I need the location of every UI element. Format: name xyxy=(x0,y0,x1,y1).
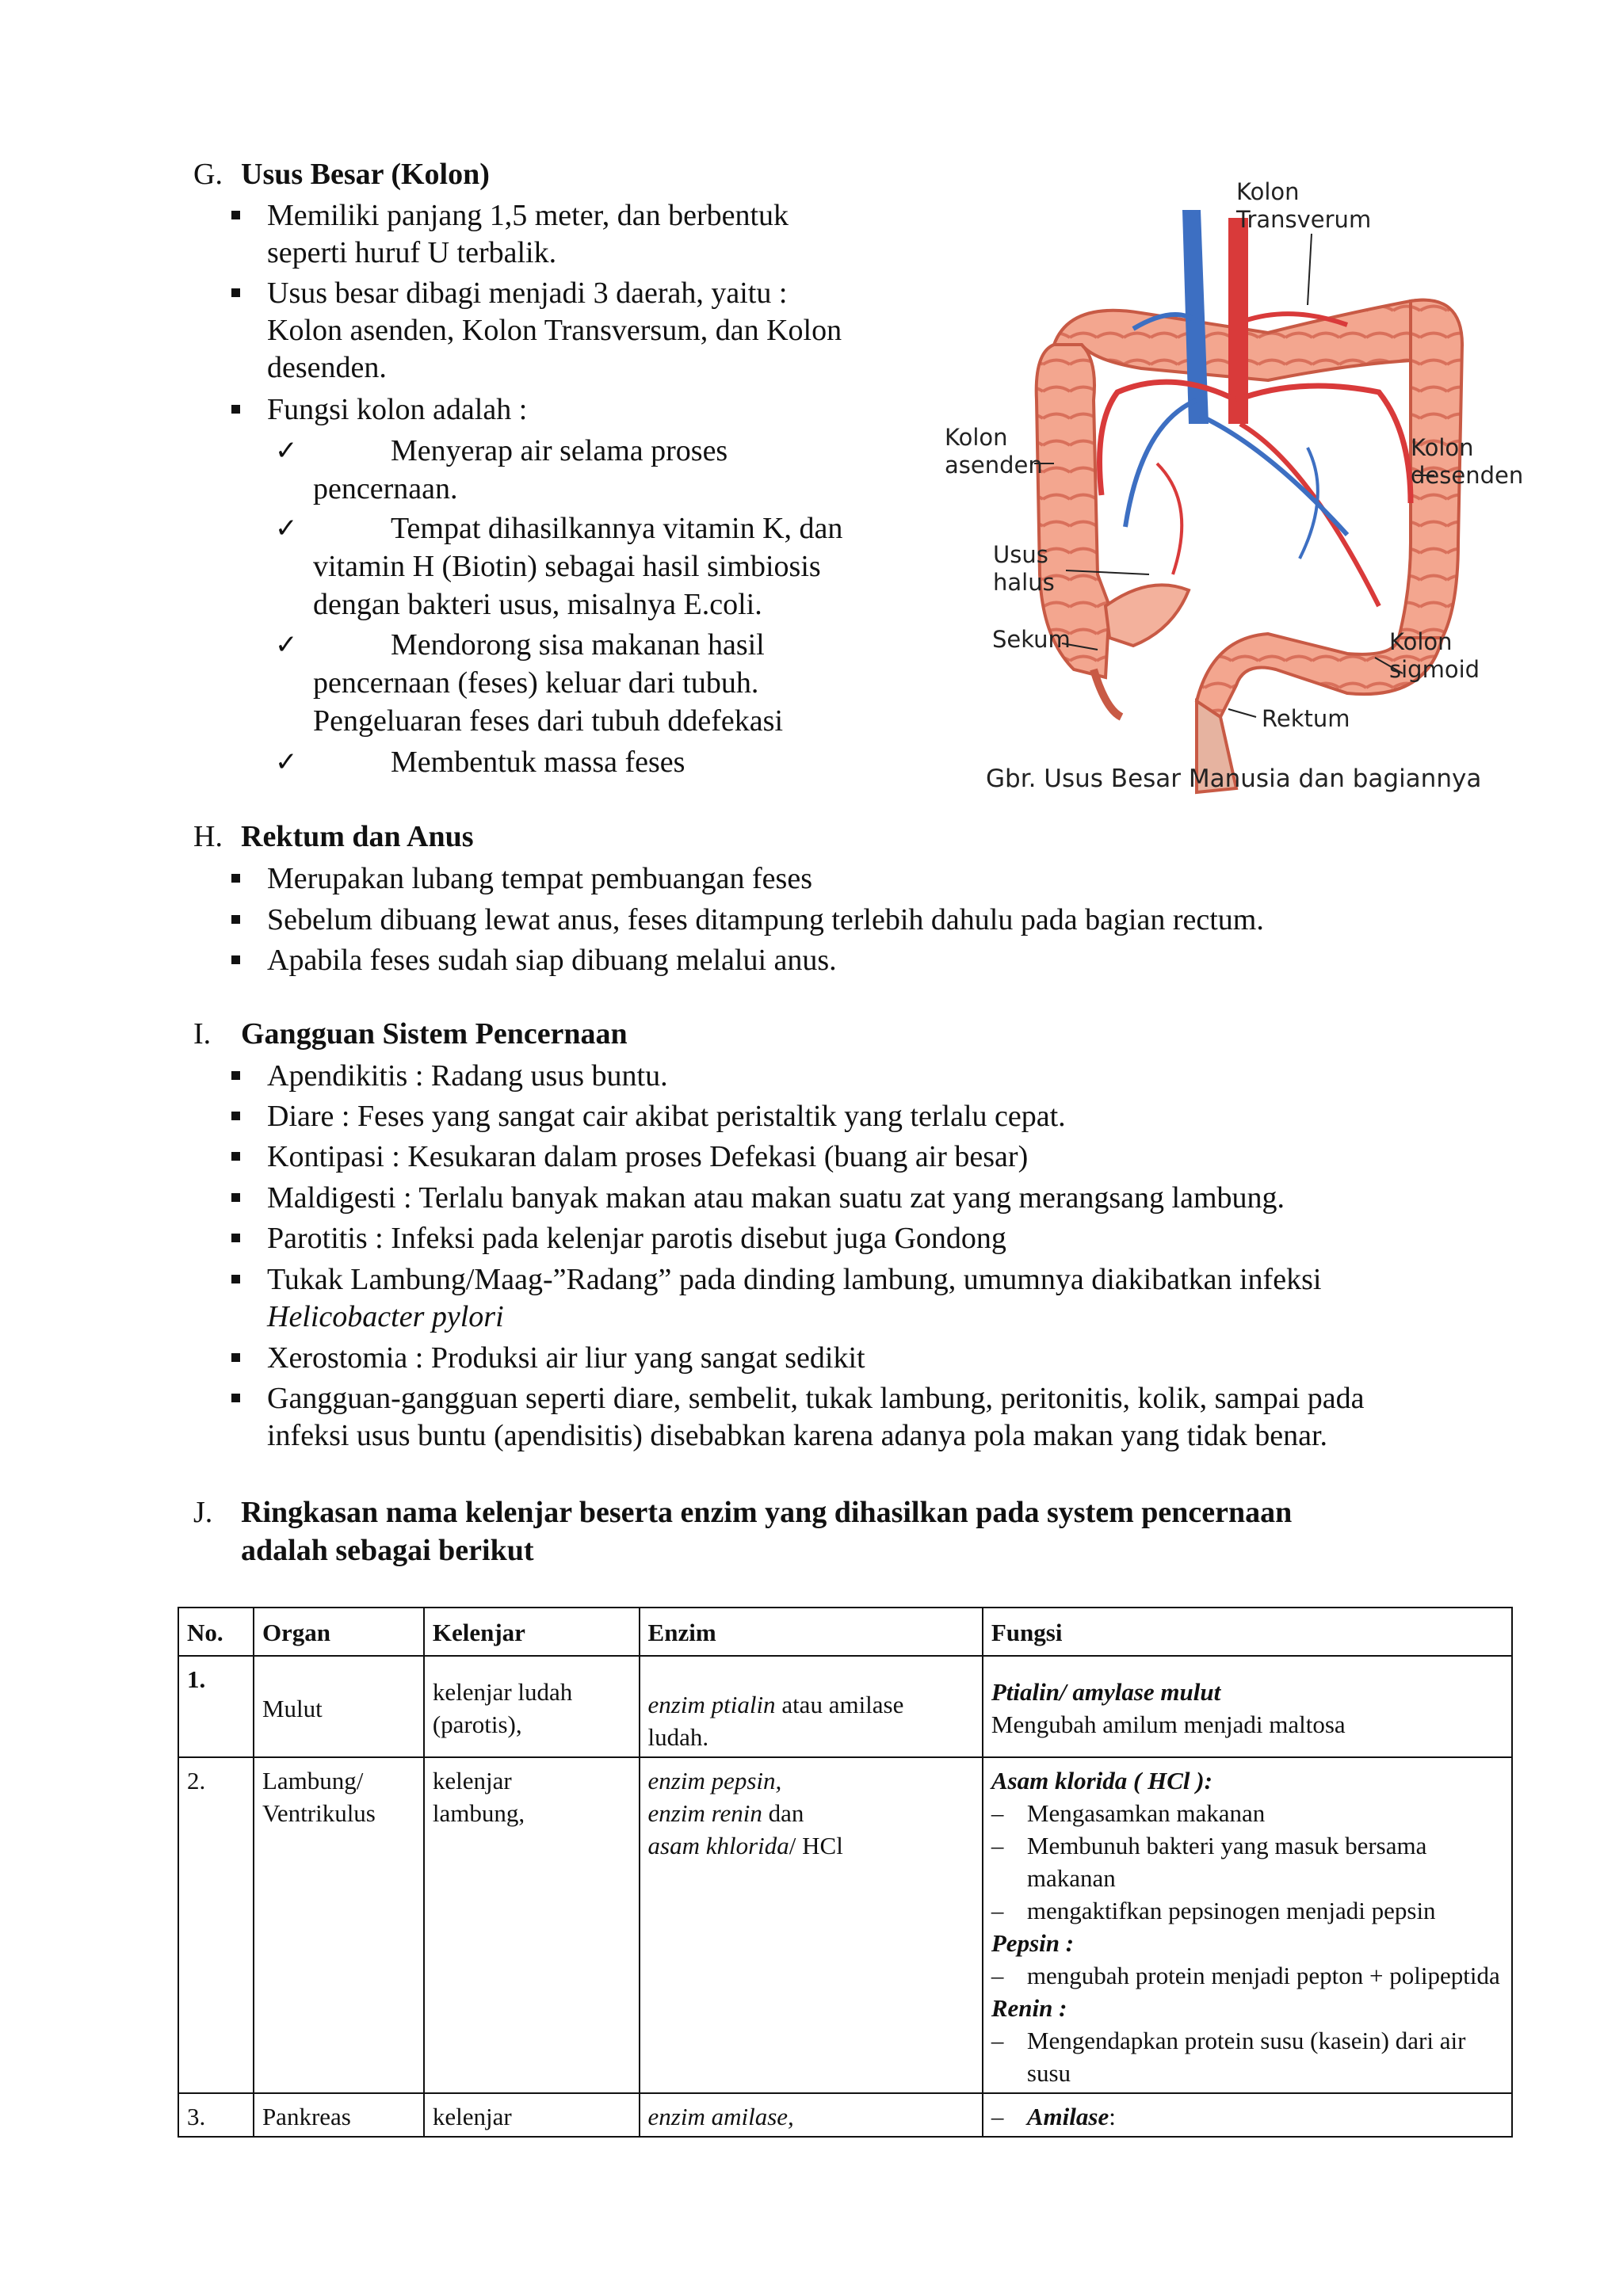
check-text: vitamin H (Biotin) sebagai hasil simbiosis xyxy=(313,550,821,583)
checkmark-icon: ✓ xyxy=(275,746,298,778)
cell-title: Amilase xyxy=(1026,2103,1109,2130)
check-text: Tempat dihasilkannya vitamin K, dan xyxy=(391,512,843,545)
bullet-text: Maldigesti : Terlalu banyak makan atau makan suatu zat yang merangsang lambung. xyxy=(267,1181,1285,1215)
cell-text: / HCl xyxy=(789,1832,843,1859)
dash-item: – mengaktifkan pepsinogen menjadi pepsin xyxy=(991,1894,1503,1927)
bullet-square-icon xyxy=(231,1394,240,1402)
cell-text: ludah. xyxy=(647,1723,709,1751)
cell-enzim xyxy=(640,1757,983,2093)
cell-text: atau amilase xyxy=(775,1691,904,1718)
bullet-text: desenden. xyxy=(267,351,387,384)
section-i-heading xyxy=(193,1016,628,1052)
cell-kelenjar: kelenjar xyxy=(424,2093,640,2137)
bullet-square-icon xyxy=(231,1193,240,1202)
cell-no: 3. xyxy=(178,2093,254,2137)
label-line: Transverum xyxy=(1236,206,1372,233)
label-usus-halus xyxy=(993,541,1055,597)
section-title: Ringkasan nama kelenjar beserta enzim yang dihasilkan pada system pencernaan xyxy=(241,1496,1293,1529)
bullet-text: Parotitis : Infeksi pada kelenjar parotis disebut juga Gondong xyxy=(267,1222,1006,1255)
table-header: Kelenjar xyxy=(424,1608,640,1656)
checkmark-icon: ✓ xyxy=(275,513,298,544)
cell-text: asam khlorida xyxy=(647,1832,789,1859)
section-letter: H. xyxy=(193,820,223,853)
table-row xyxy=(178,1656,1512,1757)
dash-item: – Membunuh bakteri yang masuk bersama makanan xyxy=(991,1829,1503,1894)
check-text: pencernaan. xyxy=(313,472,458,505)
bullet-text: Memiliki panjang 1,5 meter, dan berbentuk xyxy=(267,199,789,232)
bullet-text: Gangguan-gangguan seperti diare, sembelit, tukak lambung, peritonitis, kolik, sampai pada xyxy=(267,1382,1365,1415)
cell-line: (parotis), xyxy=(432,1711,522,1738)
label-line: Kolon xyxy=(945,424,1008,451)
label-kolon-sigmoid xyxy=(1389,628,1480,684)
check-text: Mendorong sisa makanan hasil xyxy=(391,628,765,662)
table-row xyxy=(178,2093,1512,2137)
bullet-text: Kolon asenden, Kolon Transversum, dan Kolon xyxy=(267,314,842,347)
label-line: Kolon xyxy=(1411,434,1474,461)
label-line: desenden xyxy=(1411,462,1524,489)
section-title: Gangguan Sistem Pencernaan xyxy=(241,1017,628,1051)
enzyme-table xyxy=(178,1607,1513,2138)
table-header: No. xyxy=(178,1608,254,1656)
section-letter: I. xyxy=(193,1017,212,1051)
bullet-square-icon xyxy=(231,405,240,414)
table-header: Organ xyxy=(254,1608,424,1656)
check-text: pencernaan (feses) keluar dari tubuh. xyxy=(313,666,759,700)
bullet-square-icon xyxy=(231,955,240,964)
cell-text: enzim ptialin xyxy=(647,1691,776,1718)
bullet-square-icon xyxy=(231,1234,240,1242)
table-header-row xyxy=(178,1608,1512,1656)
bullet-square-icon xyxy=(231,1275,240,1283)
label-sekum xyxy=(992,626,1071,654)
cell-text: enzim renin xyxy=(647,1799,762,1827)
bullet-square-icon xyxy=(231,1152,240,1161)
cell-kelenjar xyxy=(424,1656,640,1757)
label-line: Sekum xyxy=(992,626,1071,653)
label-kolon-asenden xyxy=(945,424,1043,479)
label-line: Kolon xyxy=(1236,178,1300,205)
bullet-text: Apendikitis : Radang usus buntu. xyxy=(267,1059,668,1093)
bullet-square-icon xyxy=(231,1112,240,1120)
checkmark-icon: ✓ xyxy=(275,629,298,661)
cell-organ: Pankreas xyxy=(254,2093,424,2137)
cell-fungsi xyxy=(983,2093,1512,2137)
bullet-text: Tukak Lambung/Maag-”Radang” pada dinding lambung, umumnya diakibatkan infeksi xyxy=(267,1263,1322,1296)
section-letter: G. xyxy=(193,158,223,191)
label-line: asenden xyxy=(945,452,1043,479)
cell-line: Lambung/ xyxy=(262,1767,364,1794)
check-text: Pengeluaran feses dari tubuh ddefekasi xyxy=(313,704,784,738)
bullet-text: Apabila feses sudah siap dibuang melalui anus. xyxy=(267,944,837,977)
label-line: sigmoid xyxy=(1389,656,1480,683)
cell-no: 2. xyxy=(178,1757,254,2093)
small-intestine xyxy=(1106,585,1189,646)
cell-organ: Mulut xyxy=(254,1656,424,1757)
bullet-square-icon xyxy=(231,874,240,883)
checkmark-icon: ✓ xyxy=(275,435,298,467)
cell-text: Mengubah amilum menjadi maltosa xyxy=(991,1711,1346,1738)
section-letter: J. xyxy=(193,1496,213,1529)
table-header: Fungsi xyxy=(983,1608,1512,1656)
cell-enzim xyxy=(640,1656,983,1757)
bullet-text: Diare : Feses yang sangat cair akibat peristaltik yang terlalu cepat. xyxy=(267,1100,1066,1133)
bullet-text: Sebelum dibuang lewat anus, feses ditampung terlebih dahulu pada bagian rectum. xyxy=(267,903,1264,936)
section-title: Usus Besar (Kolon) xyxy=(241,158,490,191)
cell-title: Pepsin : xyxy=(991,1929,1075,1957)
check-text: Menyerap air selama proses xyxy=(391,434,728,467)
cell-title: Asam klorida ( HCl ): xyxy=(991,1767,1212,1794)
bullet-square-icon xyxy=(231,1353,240,1362)
cell-line: kelenjar ludah xyxy=(432,1678,573,1706)
cell-fungsi xyxy=(983,1757,1512,2093)
cell-title: Renin : xyxy=(991,1994,1067,2022)
cell-text: enzim pepsin, xyxy=(647,1767,782,1794)
bullet-text: Helicobacter pylori xyxy=(267,1300,504,1333)
bullet-text: Merupakan lubang tempat pembuangan feses xyxy=(267,862,812,895)
cell-text: dan xyxy=(762,1799,804,1827)
bullet-square-icon xyxy=(231,211,240,219)
bullet-text: Usus besar dibagi menjadi 3 daerah, yaitu : xyxy=(267,277,788,310)
cell-fungsi xyxy=(983,1656,1512,1757)
section-title: adalah sebagai berikut xyxy=(241,1534,534,1567)
bullet-text: infeksi usus buntu (apendisitis) disebabkan karena adanya pola makan yang tidak benar. xyxy=(267,1419,1328,1452)
label-line: halus xyxy=(993,569,1055,596)
cell-enzim: enzim amilase, xyxy=(640,2093,983,2137)
bullet-text: Kontipasi : Kesukaran dalam proses Defekasi (buang air besar) xyxy=(267,1140,1029,1173)
transverse-colon xyxy=(1054,300,1462,380)
bullet-text: Xerostomia : Produksi air liur yang sangat sedikit xyxy=(267,1341,865,1375)
appendix xyxy=(1094,669,1121,717)
check-text: dengan bakteri usus, misalnya E.coli. xyxy=(313,588,762,621)
section-h-heading xyxy=(193,818,474,855)
cell-organ xyxy=(254,1757,424,2093)
figure-caption: Gbr. Usus Besar Manusia dan bagiannya xyxy=(986,765,1482,793)
label-line: Kolon xyxy=(1389,628,1453,655)
check-text: Membentuk massa feses xyxy=(391,746,685,779)
section-j-heading xyxy=(193,1493,1292,1569)
table-row xyxy=(178,1757,1512,2093)
table-header: Enzim xyxy=(640,1608,983,1656)
label-line: Usus xyxy=(993,541,1048,568)
label-rektum xyxy=(1262,705,1350,733)
section-g-heading xyxy=(193,156,490,193)
dash-item: – Mengasamkan makanan xyxy=(991,1797,1503,1829)
bullet-square-icon xyxy=(231,915,240,924)
cell-line: kelenjar xyxy=(432,1767,512,1794)
cell-line: lambung, xyxy=(432,1799,525,1827)
cell-kelenjar xyxy=(424,1757,640,2093)
bullet-text: seperti huruf U terbalik. xyxy=(267,236,557,269)
dash-item: – Mengendapkan protein susu (kasein) dari air susu xyxy=(991,2024,1503,2089)
bullet-square-icon xyxy=(231,288,240,297)
cell-text: : xyxy=(1109,2103,1116,2130)
cell-no: 1. xyxy=(178,1656,254,1757)
cell-line: Ventrikulus xyxy=(262,1799,376,1827)
bullet-square-icon xyxy=(231,1071,240,1080)
label-kolon-transversum xyxy=(1236,178,1371,234)
section-title: Rektum dan Anus xyxy=(241,820,474,853)
cell-title: Ptialin/ amylase mulut xyxy=(991,1678,1221,1706)
label-line: Rektum xyxy=(1262,705,1350,732)
label-kolon-desenden xyxy=(1411,434,1523,490)
dash-item: – mengubah protein menjadi pepton + polipeptida xyxy=(991,1959,1503,1992)
dash-item xyxy=(991,2100,1116,2133)
large-intestine-figure xyxy=(935,162,1537,804)
bullet-text: Fungsi kolon adalah : xyxy=(267,393,528,426)
